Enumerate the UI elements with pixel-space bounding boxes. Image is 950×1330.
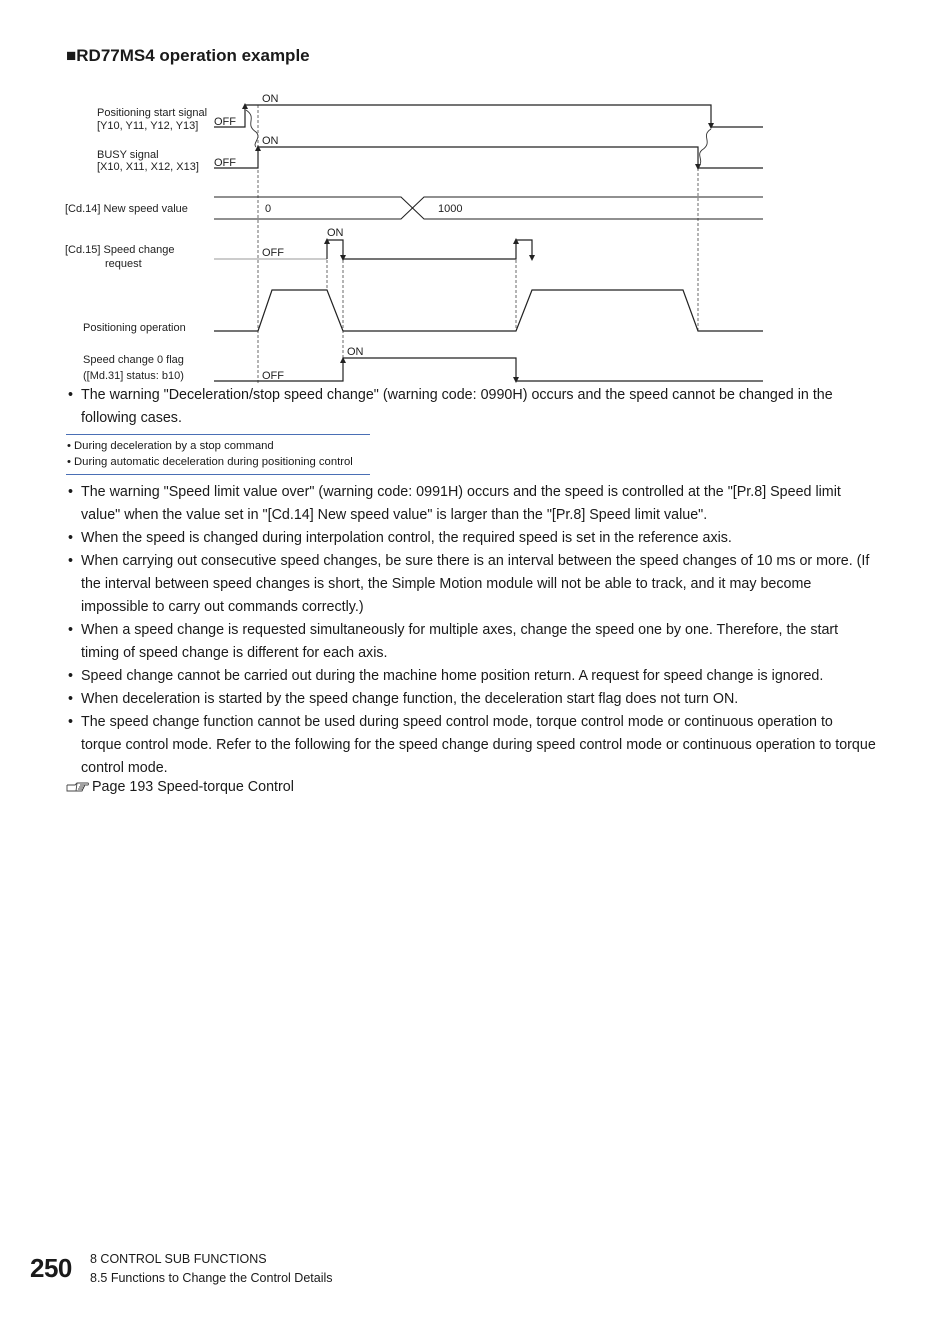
footer-section: 8.5 Functions to Change the Control Details	[90, 1271, 333, 1285]
pos-start-waveform	[214, 105, 763, 127]
bullet-item: • The speed change function cannot be used during speed control mode, torque control mode or continuous operation to torque control mode. Refer to the following for the speed change during speed control mode or continuous operation to torque control mode.	[66, 711, 876, 780]
speed-req-on: ON	[327, 227, 344, 239]
positioning-operation-profile	[214, 290, 763, 331]
label-new-speed: [Cd.14] New speed value	[65, 203, 188, 215]
footer-chapter: 8 CONTROL SUB FUNCTIONS	[90, 1252, 267, 1266]
timing-chart	[0, 0, 950, 395]
label-pos-start-2: [Y10, Y11, Y12, Y13]	[97, 120, 199, 132]
pos-start-on: ON	[262, 93, 279, 105]
label-busy-1: BUSY signal	[97, 149, 159, 161]
label-zero-flag-1: Speed change 0 flag	[83, 354, 184, 366]
bullet-list-a	[66, 384, 876, 430]
speed-req-waveform	[327, 240, 532, 259]
bullet-item: • The warning "Speed limit value over" (warning code: 0991H) occurs and the speed is controlled at the "[Pr.8] Speed limit value" when the value set in "[Cd.14] New speed value" is larger than the "[Pr.8] Speed limit value".	[66, 481, 876, 527]
label-speed-req-1: [Cd.15] Speed change	[65, 244, 175, 256]
new-speed-bus	[214, 197, 763, 219]
section-heading: ■RD77MS4 operation example	[66, 46, 310, 65]
busy-on: ON	[262, 135, 279, 147]
note-item: • During deceleration by a stop command	[66, 438, 370, 454]
bullet-item: • When a speed change is requested simultaneously for multiple axes, change the speed one by one. Therefore, the start timing of speed change is different for each axis.	[66, 619, 876, 665]
bullet-list-b	[66, 481, 876, 780]
pointing-hand-icon	[66, 781, 90, 793]
pos-start-off: OFF	[214, 116, 236, 128]
label-pos-op: Positioning operation	[83, 322, 186, 334]
speed-req-off: OFF	[262, 247, 284, 259]
page-reference-text: Page 193 Speed-torque Control	[92, 779, 294, 795]
label-busy-2: [X10, X11, X12, X13]	[97, 161, 199, 173]
zero-flag-on: ON	[347, 346, 364, 358]
zero-flag-waveform	[214, 358, 763, 381]
label-zero-flag-2: ([Md.31] status: b10)	[83, 370, 184, 382]
busy-waveform	[214, 147, 763, 168]
label-speed-req-2: request	[105, 258, 142, 270]
bullet-item: • When the speed is changed during interpolation control, the required speed is set in the reference axis.	[66, 527, 876, 550]
bullet-item: • When carrying out consecutive speed changes, be sure there is an interval between the speed changes of 10 ms or more. (If the interval between speed changes is short, the Simple Motion module will not be able to track, and it may become impossible to carry out commands correctly.)	[66, 550, 876, 619]
zero-flag-off: OFF	[262, 370, 284, 382]
new-speed-after: 1000	[438, 203, 463, 215]
busy-off: OFF	[214, 157, 236, 169]
bullet-item: • Speed change cannot be carried out during the machine home position return. A request for speed change is ignored.	[66, 665, 876, 688]
page-reference[interactable]	[66, 779, 294, 795]
new-speed-before: 0	[265, 203, 272, 215]
note-box	[66, 434, 370, 475]
note-item: • During automatic deceleration during positioning control	[66, 454, 370, 470]
page-number: 250	[30, 1253, 72, 1283]
label-pos-start-1: Positioning start signal	[97, 107, 208, 119]
bullet-item: • When deceleration is started by the speed change function, the deceleration start flag does not turn ON.	[66, 688, 876, 711]
bullet-item: • The warning "Deceleration/stop speed change" (warning code: 0990H) occurs and the speed cannot be changed in the following cases.	[66, 384, 876, 430]
